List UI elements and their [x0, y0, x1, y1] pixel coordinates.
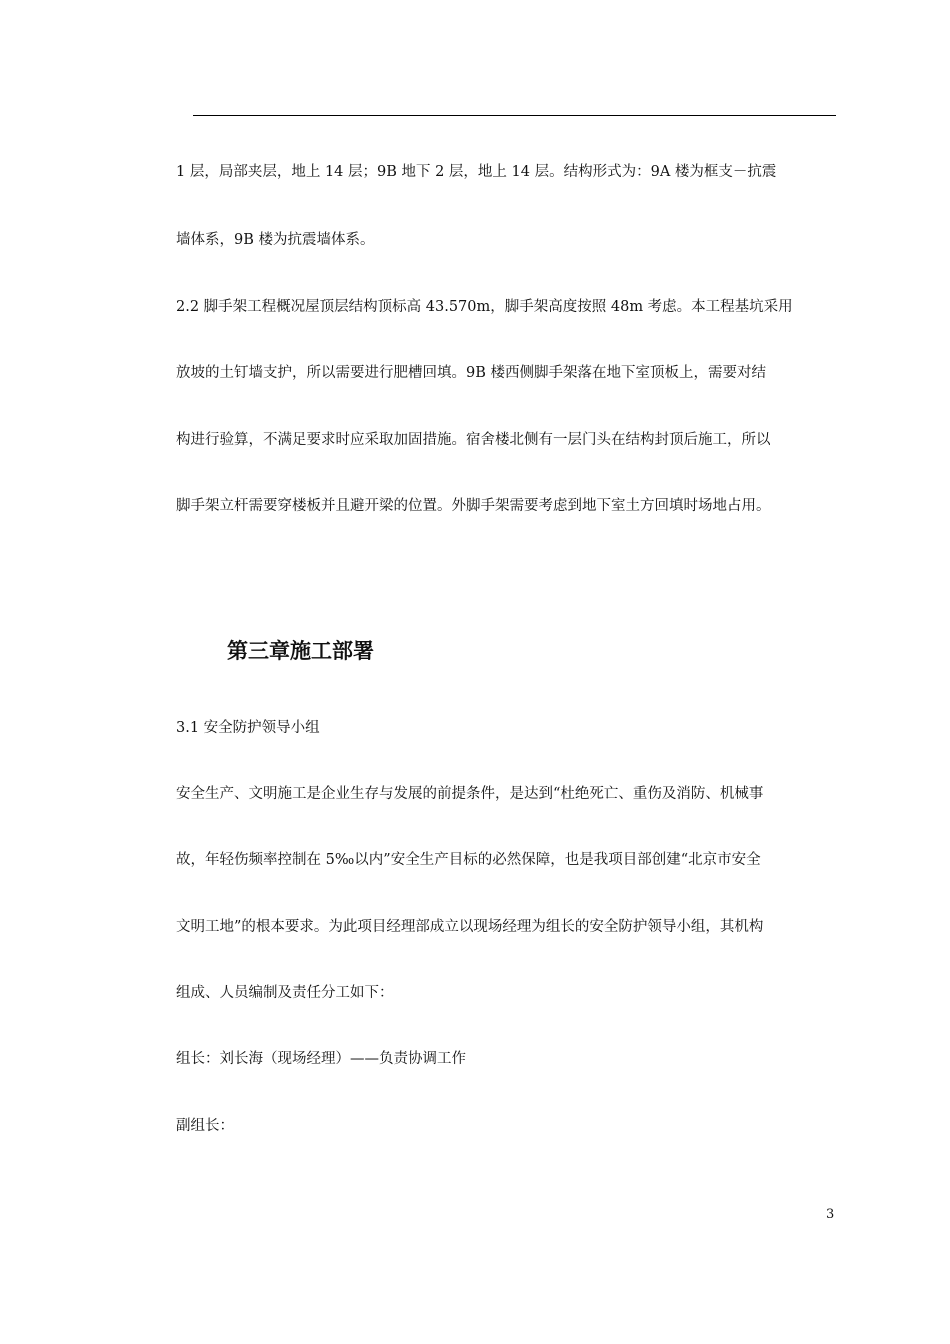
section-line-4: 组成、人员编制及责任分工如下：	[176, 985, 394, 1001]
team-leader-line: 组长：刘长海（现场经理）——负责协调工作	[176, 1051, 466, 1067]
header-rule	[193, 115, 836, 116]
deputy-leader-line: 副组长：	[176, 1118, 234, 1134]
section-line-1: 安全生产、文明施工是企业生存与发展的前提条件，是达到“杜绝死亡、重伤及消防、机械事	[176, 786, 764, 802]
body-line-4: 放坡的土钉墙支护，所以需要进行肥槽回填。9B 楼西侧脚手架落在地下室顶板上，需要对结	[176, 365, 766, 381]
body-line-2: 墙体系，9B 楼为抗震墙体系。	[176, 232, 375, 248]
page-number: 3	[826, 1207, 835, 1222]
section-line-3: 文明工地”的根本要求。为此项目经理部成立以现场经理为组长的安全防护领导小组，其机构	[176, 919, 764, 935]
body-line-3: 2.2 脚手架工程概况屋顶层结构顶标高 43.570m，脚手架高度按照 48m 考虑。本工程基坑采用	[176, 299, 793, 315]
section-heading: 3.1 安全防护领导小组	[176, 720, 320, 736]
body-line-5: 构进行验算，不满足要求时应采取加固措施。宿舍楼北侧有一层门头在结构封顶后施工，所以	[176, 432, 771, 448]
body-line-1: 1 层，局部夹层，地上 14 层；9B 地下 2 层，地上 14 层。结构形式为：9A 楼为框支－抗震	[176, 164, 777, 180]
chapter-title: 第三章施工部署	[227, 639, 374, 663]
body-line-6: 脚手架立杆需要穿楼板并且避开梁的位置。外脚手架需要考虑到地下室土方回填时场地占用。	[176, 498, 771, 514]
section-line-2: 故，年轻伤频率控制在 5‰以内”安全生产目标的必然保障，也是我项目部创建“北京市安全	[176, 852, 761, 868]
